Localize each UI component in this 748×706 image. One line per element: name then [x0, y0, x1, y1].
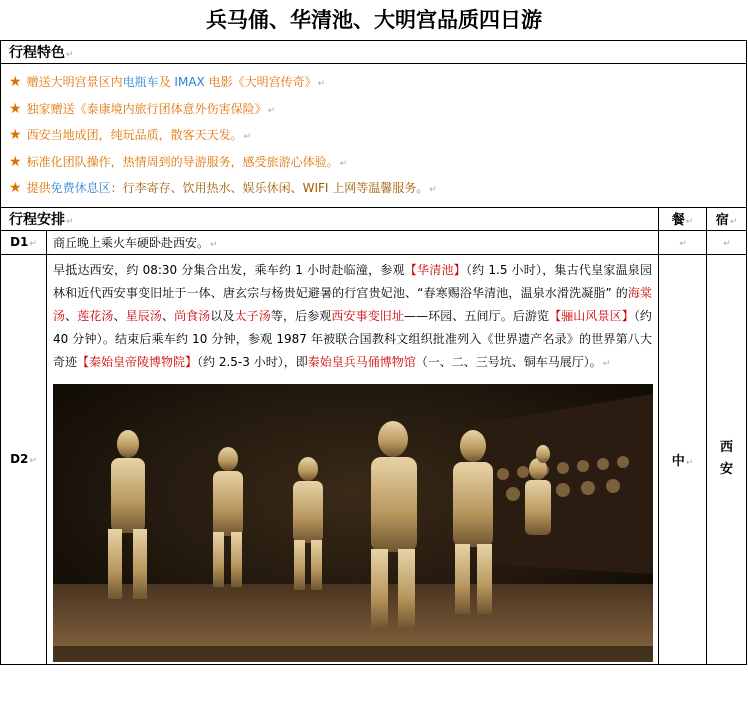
day-label-d1: D1↵: [1, 230, 47, 254]
feature-item: ★ 西安当地成团，纯玩品质，散客天天发。↵: [9, 127, 252, 144]
schedule-heading-cell: 行程安排↵: [1, 207, 659, 230]
feature-item: ★ 标准化团队操作，热情周到的导游服务，感受旅游心体验。↵: [9, 153, 348, 170]
stay-column-header: 宿↵: [707, 207, 747, 230]
terracotta-warriors-photo: [53, 384, 653, 662]
star-icon: ★: [9, 180, 22, 197]
features-heading-cell: 行程特色↵: [1, 41, 747, 64]
features-heading: 行程特色: [9, 45, 65, 61]
page-title: 兵马俑、华清池、大明宫品质四日游: [206, 7, 542, 32]
day-d1-meal: ↵: [659, 230, 707, 254]
day-label-d2: D2↵: [1, 254, 47, 664]
itinerary-table: [0, 40, 747, 665]
day-d1-text: 商丘晚上乘火车硬卧赴西安。↵: [47, 230, 659, 254]
feature-item: ★ 独家赠送《泰康境内旅行团体意外伤害保险》↵: [9, 100, 276, 117]
schedule-heading: 行程安排: [9, 211, 65, 228]
meal-column-header: 餐↵: [659, 207, 707, 230]
day-d1-stay: ↵: [707, 230, 747, 254]
day-d2-stay: 西安: [707, 254, 747, 664]
day-d2-text: 早抵达西安，约 08:30 分集合出发，乘车约 1 小时赴临潼，参观【华清池】（约 1.5 小时），集古代皇家温泉园林和近代西安事变旧址于一体、唐玄宗与杨贵妃避暑的行宫贵妃池、“春寒赐浴华清池，温泉水滑洗凝脂” 的海棠汤、莲花汤、星辰汤、尚食汤以及太子汤等，后参观西安事变旧址——环园、五间厅。后游览【骊山风景区】（约 40 分钟）。结束后乘车约 10 分钟，参观 1987 年被联合国教科文组织批准列入《世界遗产名录》的世界第八大奇迹【秦始皇帝陵博物院】（约 2.5-3 小时），即秦始皇兵马俑博物馆（一、二、三号坑、铜车马展厅）。↵: [47, 254, 659, 664]
feature-item: ★ 提供免费休息区：行李寄存、饮用热水、娱乐休闲、WIFI 上网等温馨服务。↵: [9, 180, 437, 197]
star-icon: ★: [9, 74, 22, 90]
feature-item: ★ 赠送大明宫景区内电瓶车及 IMAX 电影《大明宫传奇》↵: [9, 74, 326, 90]
day-d2-meal: 中↵: [659, 254, 707, 664]
star-icon: ★: [9, 100, 22, 117]
features-list: [1, 64, 747, 208]
star-icon: ★: [9, 127, 22, 144]
star-icon: ★: [9, 153, 22, 170]
